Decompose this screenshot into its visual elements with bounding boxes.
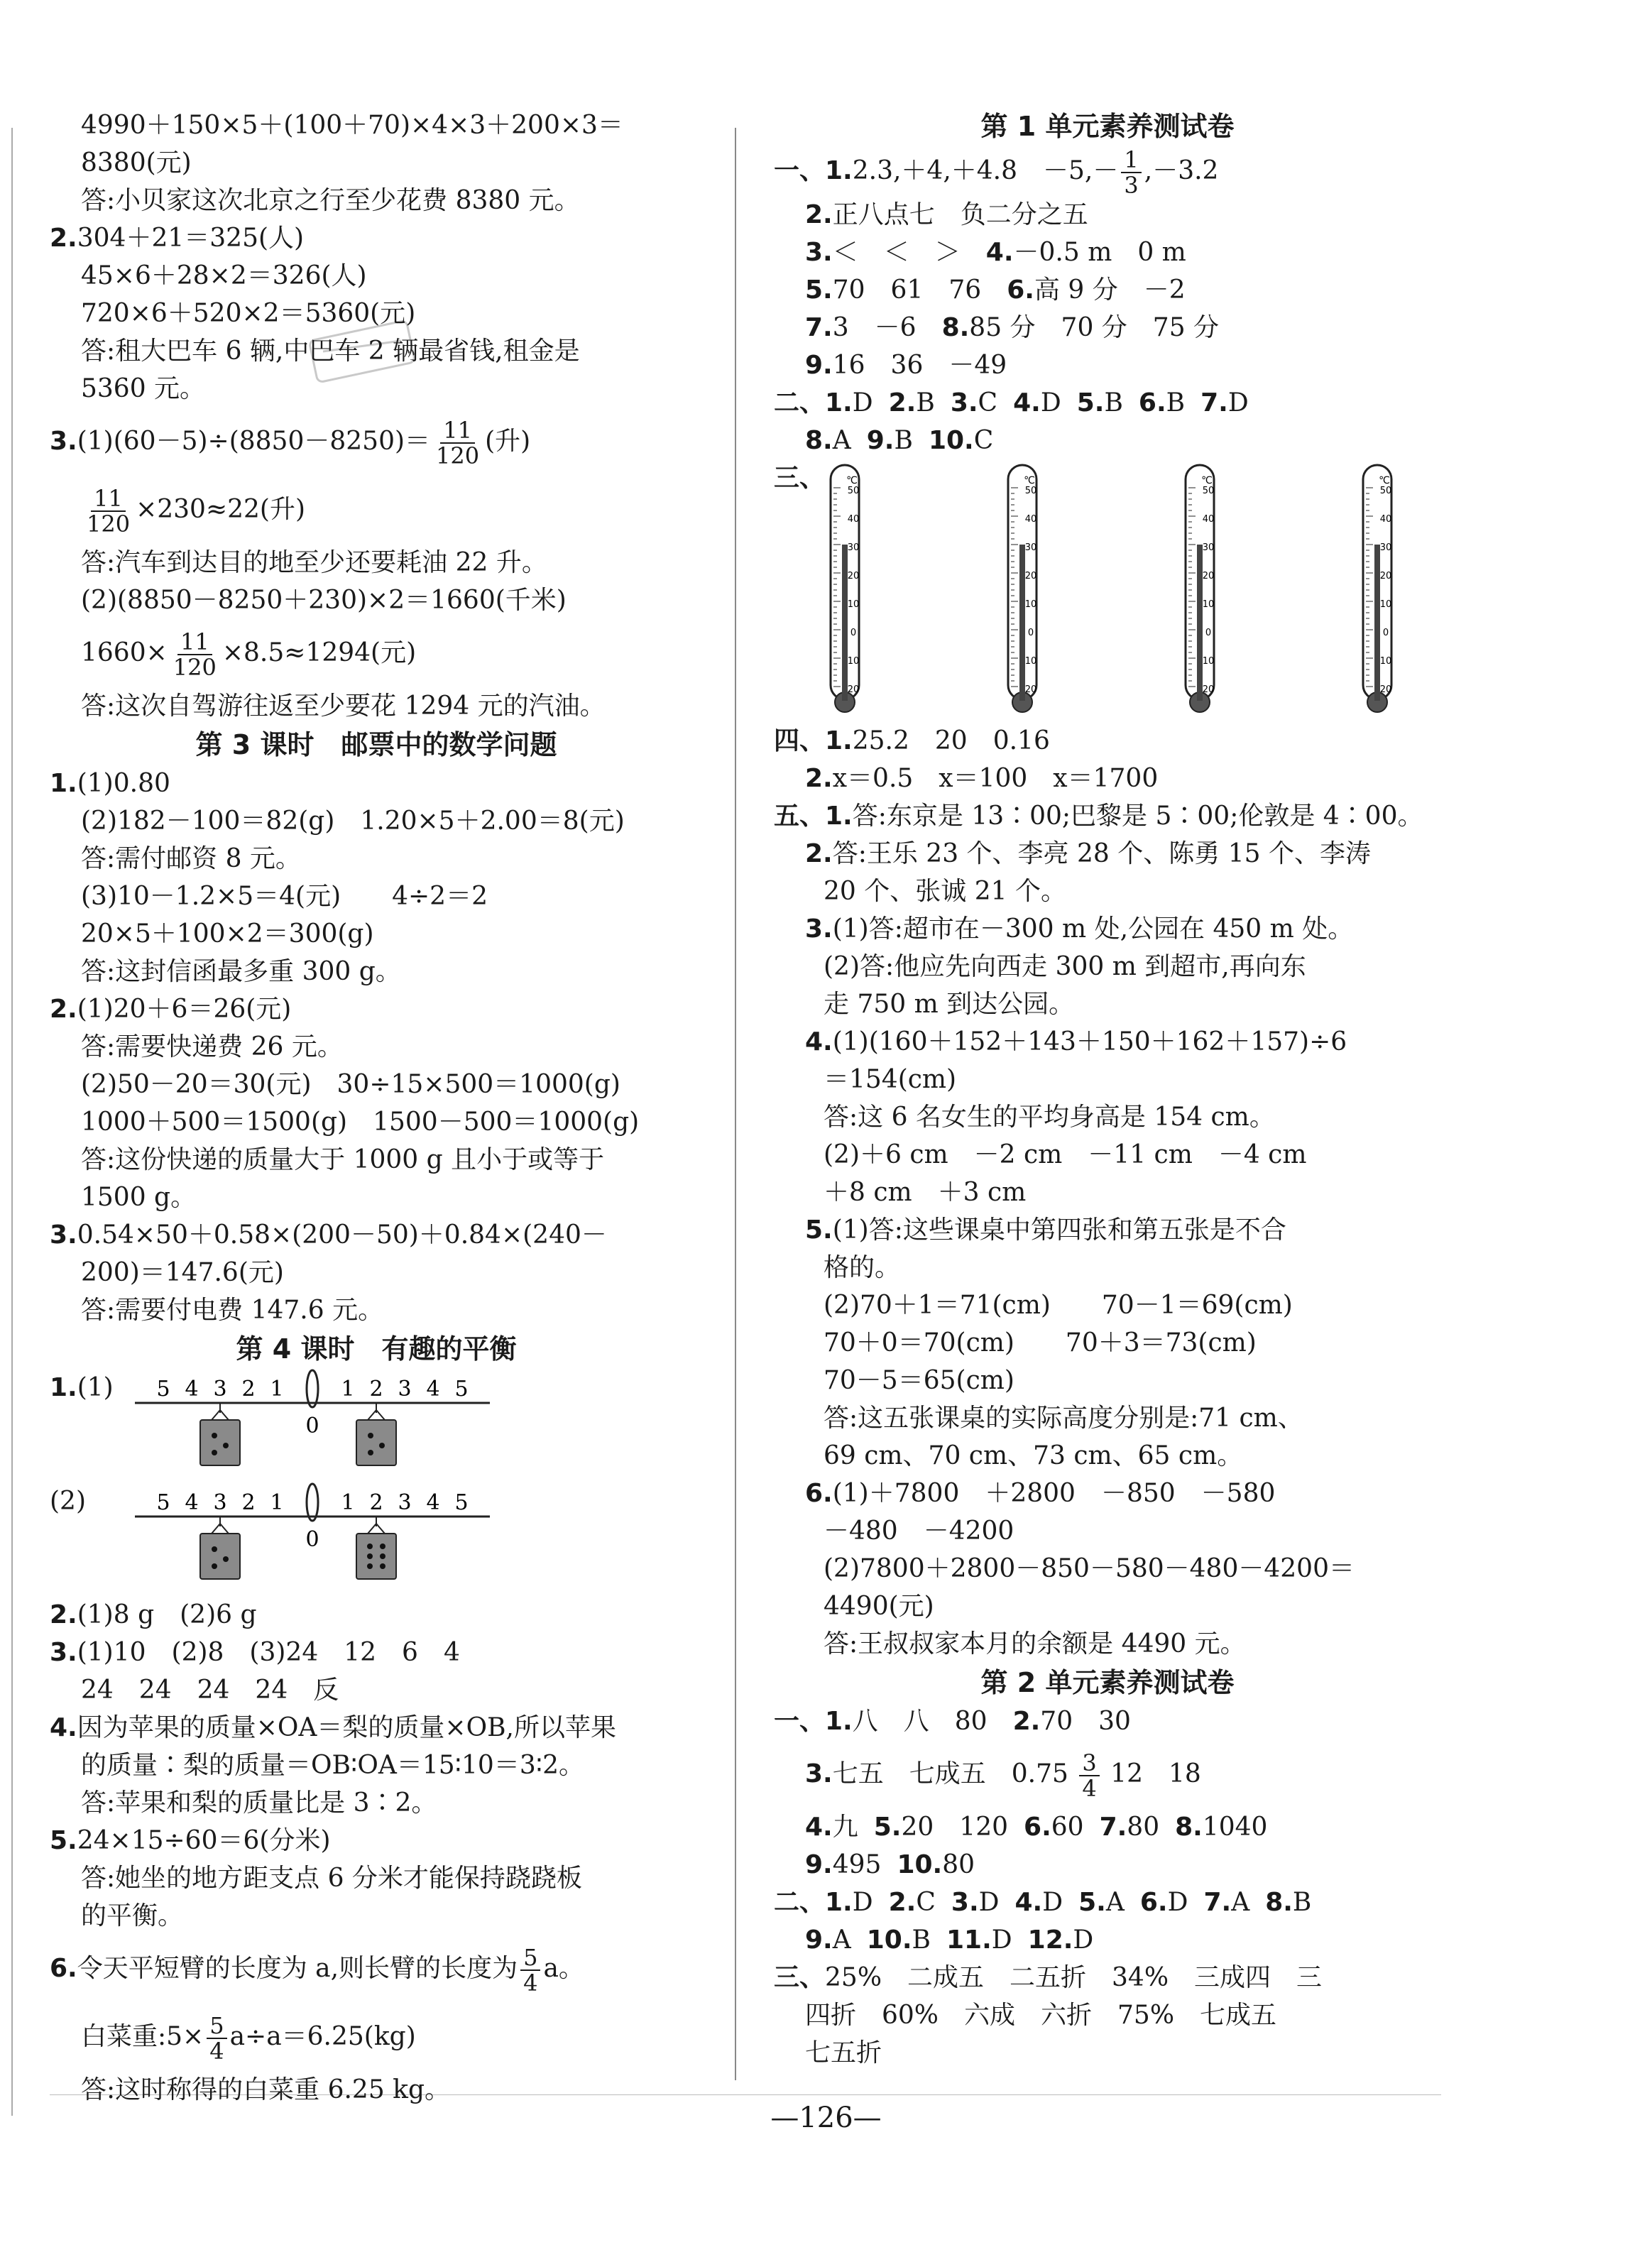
balance-figure-2: (2) 5 4 3 2 1 1 2 3 4 5 0	[50, 1482, 703, 1596]
answer-line: ＝154(cm)	[824, 1065, 957, 1094]
tick-label: 1	[341, 1377, 355, 1402]
answer-line: 1000＋500＝1500(g) 1500－500＝1000(g)	[81, 1108, 640, 1137]
tick-label: 10	[847, 599, 860, 610]
tick-label: 50	[847, 486, 860, 496]
question-number: 4.	[1014, 1888, 1043, 1917]
question-number: 2.	[50, 224, 77, 253]
question-number: 10.	[866, 1925, 912, 1955]
answer-line: 304＋21＝325(人)	[77, 224, 305, 253]
tick-label: 1	[341, 1490, 355, 1515]
question-number: 6.	[805, 1479, 833, 1508]
answer-line: 20 个、张诚 21 个。	[824, 877, 1066, 906]
choice-answers	[774, 384, 1441, 422]
question-number: 9.	[805, 1850, 833, 1879]
answer-line: $\frac{11}{120}$ ×230≈22(升)	[50, 476, 703, 544]
question-3: 3.(1)(60－5)÷(8850－8250)＝ $\frac{11}{120}$ (升)	[50, 417, 531, 469]
answer-line: 20×5＋100×2＝300(g)	[81, 919, 374, 949]
question-number: 9.	[866, 426, 895, 455]
tick-label: 30	[1024, 542, 1037, 553]
answer-line: 70＋0＝70(cm) 70＋3＝73(cm)	[824, 1328, 1257, 1357]
answer-line: 24 24 24 24 反	[81, 1676, 339, 1705]
tick-label: 2	[369, 1377, 383, 1402]
tick-label: 40	[1379, 514, 1392, 525]
answer-line: 答:需付邮资 8 元。	[81, 844, 301, 873]
question-number: 3.	[805, 914, 833, 944]
question-number: 4.	[805, 1027, 833, 1056]
question-number: 10.	[928, 426, 974, 455]
choice-answers	[774, 422, 1441, 459]
answer-line: 1500 g。	[81, 1183, 197, 1212]
question-number: 5.	[1078, 1888, 1106, 1917]
question-number: 12.	[1027, 1925, 1073, 1955]
question-number: 7.	[1099, 1813, 1127, 1842]
tick-label: 50	[1379, 486, 1392, 496]
question-number: 2.	[888, 388, 917, 417]
answer-line: 720×6＋520×2＝5360(元)	[81, 299, 416, 328]
question-number: 8.	[1265, 1888, 1293, 1917]
answer-value: D	[852, 1888, 873, 1917]
page-number: —126—	[770, 2102, 882, 2134]
answer-value: C	[978, 388, 998, 417]
question-number: 五、1.	[774, 802, 853, 831]
answer-value: 60	[1051, 1813, 1084, 1842]
tick-label: 3	[398, 1490, 412, 1515]
tick-label: 3	[213, 1490, 227, 1515]
question-number: 3.	[805, 238, 833, 267]
question-2	[50, 219, 703, 257]
tick-label: 20	[1024, 571, 1037, 581]
tick-label: 5	[454, 1377, 469, 1402]
tick-label: 0	[305, 1527, 319, 1552]
unit-label: ℃	[1201, 475, 1213, 486]
question-number: 1.	[50, 769, 77, 798]
answer-line: 4490(元)	[824, 1592, 934, 1621]
unit-label: ℃	[1379, 475, 1390, 486]
tick-label: 40	[1202, 514, 1215, 525]
question-number: 3.	[805, 1759, 833, 1788]
question-number: 4.	[50, 1713, 77, 1742]
left-column	[50, 106, 703, 2109]
question-number: 2.	[805, 200, 833, 229]
answer-value: D	[978, 1888, 1000, 1917]
tick-label: 2	[369, 1490, 383, 1515]
section-heading-unit-2-test: 第 2 单元素养测试卷	[980, 1667, 1235, 1698]
answer-line: ＋8 cm ＋3 cm	[824, 1178, 1027, 1207]
answer-value: A	[1105, 1888, 1125, 1917]
tick-label: 3	[398, 1377, 412, 1402]
question-number: 6.	[1138, 388, 1166, 417]
tick-label: 40	[1024, 514, 1037, 525]
fill-answers	[774, 1808, 1441, 1846]
question-number: 2.	[805, 839, 833, 868]
tick-label: 10	[1202, 599, 1215, 610]
question-number: 7.	[805, 313, 833, 342]
answer-value: B	[912, 1925, 931, 1955]
question-number: 9.	[805, 351, 833, 380]
answer-line: 四折 60% 六成 六折 75% 七成五	[805, 2001, 1277, 2030]
fraction: $\frac{5}{4}$	[207, 2014, 226, 2063]
question-number: 二、1.	[774, 388, 853, 417]
tick-label: 3	[213, 1377, 227, 1402]
answer-line: 答:小贝家这次北京之行至少花费 8380 元。	[81, 186, 580, 215]
answer-line: 的质量∶梨的质量＝OB∶OA＝15∶10＝3∶2。	[81, 1751, 585, 1780]
answer-line: (2)70＋1＝71(cm) 70－1＝69(cm)	[824, 1291, 1293, 1320]
unit-label: ℃	[1024, 475, 1035, 486]
answer-line: 200)＝147.6(元)	[81, 1258, 284, 1287]
answer-value: 九	[832, 1813, 858, 1842]
tick-label: 30	[1202, 542, 1215, 553]
question-number: 一、1.	[774, 1707, 853, 1736]
question-number: 10.	[897, 1850, 943, 1879]
answer-line: 白菜重:5× $\frac{5}{4}$ a÷a＝6.25(kg)	[81, 2012, 416, 2065]
weight-bag-icon	[356, 1403, 396, 1465]
answer-line: 0.54×50＋0.58×(200－50)＋0.84×(240－	[77, 1220, 607, 1250]
answer-line: 24×15÷60＝6(分米)	[77, 1826, 331, 1855]
answer-value: A	[832, 1925, 851, 1955]
thermometer-icon	[831, 465, 859, 712]
question-number: 2.	[50, 995, 77, 1024]
answer-line: (2)182－100＝82(g) 1.20×5＋2.00＝8(元)	[81, 807, 625, 836]
choice-answers	[774, 1884, 1441, 1921]
tick-label: 20	[1379, 571, 1392, 581]
question-number: 3.	[50, 427, 77, 456]
answer-line: 答:这五张课桌的实际高度分别是:71 cm、	[824, 1404, 1303, 1433]
answer-line: 答:需要快递费 26 元。	[81, 1032, 343, 1061]
answer-value: A	[1231, 1888, 1250, 1917]
tick-label: 30	[1379, 542, 1392, 553]
tick-label: 1	[270, 1377, 284, 1402]
answer-line: 8380(元)	[81, 148, 192, 177]
fraction: $\frac{3}{4}$	[1079, 1751, 1099, 1801]
answer-value: 1040	[1202, 1813, 1268, 1842]
left-margin-rule	[11, 128, 13, 2116]
answer-value: A	[832, 426, 851, 455]
question-number: 8.	[1175, 1813, 1203, 1842]
part-1-q3: 3.七五 七成五 0.75 $\frac{3}{4}$ 12 18	[805, 1749, 1201, 1802]
tick-label: 0	[1205, 628, 1212, 638]
answer-line: 答:这封信函最多重 300 g。	[81, 957, 401, 986]
answer-line: 答:这时称得的白菜重 6.25 kg。	[81, 2075, 451, 2104]
answer-line: (2)(8850－8250＋230)×2＝1660(千米)	[81, 586, 567, 615]
right-column: 第 1 单元素养测试卷 一、1.2.3,＋4,＋4.8 －5,－ $\frac{1}{3}$ ,－3.2 2.正八点七 负二分之五 3.＜ ＜ ＞ 4.－0.5 m 0 m 5.70 61 76 6.高 9 分 －2 7.3 －6 8.85 分 70 分 75 分 9.16 36 －49 二、1.D 2.B 3.C 4.D 5.B 6.B 7.D 8.A 9.B 10.C 三、 ℃ 50 40 30 20 10 0 10 20 ℃ 50 40 30 20 10 0 10 20 ℃ 50 40 30 20 10 0 10 20 ℃ 50 40 30 20 10 0 10 20 四、1.25.2 20 0.16 2.x＝0.5 x＝100 x＝1700 五、1.答:东京是 13∶00;巴黎是 5∶00;伦敦是 4∶00。 2.答:王乐 23 个、李亮 28 个、陈勇 15 个、李涛 20 个、张诚 21 个。 3.(1)答:超市在－300 m 处,公园在 450 m 处。 (2)答:他应先向西走 300 m 到超市,再向东 走 750 m 到达公园。 4.(1)(160＋152＋143＋150＋162＋157)÷6 ＝154(cm) 答:这 6 名女生的平均身高是 154 cm。 (2)＋6 cm －2 cm －11 cm －4 cm ＋8 cm ＋3 cm 5.(1)答:这些课桌中第四张和第五张是不合 格的。 (2)70＋1＝71(cm) 70－1＝69(cm) 70＋0＝70(cm) 70＋3＝73(cm) 70－5＝65(cm) 答:这五张课桌的实际高度分别是:71 cm、 69 cm、70 cm、73 cm、65 cm。 6.(1)＋7800 ＋2800 －850 －580 －480 －4200 (2)7800＋2800－850－580－480－4200＝ 4490(元) 答:王叔叔家本月的余额是 4490 元。 第 2 单元素养测试卷 一、1.八 八 80 2.70 30 3.七五 七成五 0.75 $\frac{3}{4}$ 12 18 4.九 5.20 120 6.60 7.80 8.1040 9.495 10.80 二、1.D 2.C 3.D 4.D 5.A 6.D 7.A 8.B 9.A 10.B 11.D 12.D 三、25% 二成五 二五折 34% 三成四 三 四折 60% 六成 六折 75% 七成五 七五折	[774, 106, 1441, 2072]
answer-value: 80	[942, 1850, 975, 1879]
question-number: 7.	[1200, 388, 1228, 417]
question-number: 5.	[805, 1215, 833, 1245]
tick-label: 0	[305, 1414, 319, 1438]
question-number: 11.	[946, 1925, 992, 1955]
tick-label: 50	[1024, 486, 1037, 496]
thermometer-icon	[1008, 465, 1036, 712]
answer-value: C	[973, 426, 994, 455]
thermometer-icon	[1186, 465, 1214, 712]
question-number: 3.	[50, 1220, 77, 1250]
answer-line: 走 750 m 到达公园。	[824, 990, 1075, 1019]
question-number: 7.	[1203, 1888, 1232, 1917]
answer-value: D	[1040, 388, 1061, 417]
answer-value: B	[916, 388, 935, 417]
tick-label: 20	[1024, 684, 1037, 695]
answer-line: (2)答:他应先向西走 300 m 到超市,再向东	[824, 952, 1306, 981]
balance-figure-1: 1.(1) 5 4 3 2 1 1 2 3 4 5 0	[50, 1369, 703, 1482]
answer-value: D	[1227, 388, 1249, 417]
question-number: 9.	[805, 1925, 833, 1955]
answer-line: 答:这次自驾游往返至少要花 1294 元的汽油。	[81, 692, 606, 721]
pivot-icon	[307, 1484, 318, 1521]
answer-value: 20 120	[901, 1813, 1009, 1842]
question-number: 四、1.	[774, 726, 853, 755]
answer-line: (1)10 (2)8 (3)24 12 6 4	[77, 1638, 460, 1667]
answer-line: 的平衡。	[81, 1901, 184, 1930]
fraction: $\frac{11}{120}$	[87, 485, 131, 537]
answer-value: D	[1167, 1888, 1188, 1917]
question-number: 5.	[805, 275, 833, 305]
answer-line: (2)7800＋2800－850－580－480－4200＝	[824, 1554, 1355, 1583]
answer-line: 答:需要付电费 147.6 元。	[81, 1296, 384, 1325]
answer-line: 答:苹果和梨的质量比是 3∶2。	[81, 1788, 437, 1818]
tick-label: 20	[847, 684, 860, 695]
answer-line: 4990＋150×5＋(100＋70)×4×3＋200×3＝	[81, 111, 623, 140]
tick-label: 4	[185, 1377, 199, 1402]
tick-label: 1	[270, 1490, 284, 1515]
question-number: 一、1.	[774, 156, 853, 185]
tick-label: 4	[185, 1490, 199, 1515]
answer-line: (1)8 g (2)6 g	[77, 1600, 257, 1629]
question-number: 2.	[888, 1888, 917, 1917]
answer-value: D	[852, 388, 873, 417]
answer-line: 1660× $\frac{11}{120}$ ×8.5≈1294(元)	[81, 628, 417, 681]
tick-label: 10	[1024, 656, 1037, 667]
answer-value: C	[916, 1888, 936, 1917]
choice-answers	[774, 1921, 1441, 1959]
thermometers-figure: 三、 ℃ 50 40 30 20 10 0 10 20 ℃ 50 40 30 20 10 0 10 20 ℃ 50 40 30 20 10 0 10 20 ℃ 50 40 30 20 10 0 10 20	[774, 459, 1441, 722]
answer-line: (3)10－1.2×5＝4(元) 4÷2＝2	[81, 882, 488, 911]
answer-line: (2)50－20＝30(元) 30÷15×500＝1000(g)	[81, 1070, 620, 1099]
thermometer-diagrams	[802, 459, 1441, 722]
tick-label: 5	[156, 1377, 170, 1402]
question-number: 3.	[951, 1888, 979, 1917]
tick-label: 10	[1024, 599, 1037, 610]
answer-value: B	[1166, 388, 1186, 417]
tick-label: 10	[847, 656, 860, 667]
tick-label: 10	[1379, 656, 1392, 667]
question-number: 2.	[805, 764, 833, 793]
weight-bag-icon	[200, 1517, 240, 1579]
answer-line: －480 －4200	[824, 1517, 1014, 1546]
answer-value: D	[1042, 1888, 1063, 1917]
answer-line: (1)0.80	[77, 769, 170, 798]
answer-value: 80	[1127, 1813, 1160, 1842]
answer-value: B	[1292, 1888, 1312, 1917]
section-heading-lesson-3: 第 3 课时 邮票中的数学问题	[195, 729, 557, 760]
answer-value: D	[991, 1925, 1012, 1955]
tick-label: 2	[241, 1490, 256, 1515]
question-number: 5.	[1076, 388, 1105, 417]
question-number: 4.	[805, 1813, 833, 1842]
question-number: 5.	[50, 1826, 77, 1855]
answer-line: 69 cm、70 cm、73 cm、65 cm。	[824, 1441, 1243, 1470]
answer-line: (2)＋6 cm －2 cm －11 cm －4 cm	[824, 1140, 1307, 1169]
question-number: 2.	[50, 1600, 77, 1629]
tick-label: 0	[1382, 628, 1389, 638]
question-number: 二、1.	[774, 1888, 853, 1917]
answer-line: 答:王叔叔家本月的余额是 4490 元。	[824, 1629, 1246, 1659]
weight-bag-icon	[356, 1517, 396, 1579]
question-6: 6.令天平短臂的长度为 a,则长臂的长度为 $\frac{5}{4}$ a。	[50, 1944, 584, 1996]
pivot-icon	[307, 1370, 318, 1407]
tick-label: 50	[1202, 486, 1215, 496]
tick-label: 10	[1379, 599, 1392, 610]
answer-line: 45×6＋28×2＝326(人)	[81, 261, 367, 290]
tick-label: 5	[454, 1490, 469, 1515]
section-heading-unit-1-test: 第 1 单元素养测试卷	[980, 111, 1235, 142]
answer-line: 70－5＝65(cm)	[824, 1366, 1014, 1395]
tick-label: 4	[426, 1490, 440, 1515]
answer-value: B	[1104, 388, 1123, 417]
tick-label: 2	[241, 1377, 256, 1402]
tick-label: 0	[1027, 628, 1034, 638]
answer-line: (1)20＋6＝26(元)	[77, 995, 292, 1024]
question-number: 3.	[50, 1638, 77, 1667]
fill-answers	[774, 1846, 1441, 1884]
answer-line: 七五折	[805, 2038, 882, 2067]
answer-line: 答:租大巴车 6 辆,中巴车 2 辆最省钱,租金是	[81, 337, 580, 366]
question-number: 5.	[873, 1813, 902, 1842]
unit-label: ℃	[846, 475, 858, 486]
tick-label: 40	[847, 514, 860, 525]
answer-line: 5360 元。	[81, 374, 206, 403]
answer-line: 答:她坐的地方距支点 6 分米才能保持跷跷板	[81, 1864, 582, 1893]
answer-value: 495	[832, 1850, 882, 1879]
answer-value: B	[894, 426, 913, 455]
question-number: 3.	[950, 388, 978, 417]
question-number: 6.	[1139, 1888, 1168, 1917]
thermometer-icon	[1363, 465, 1391, 712]
answer-line: 因为苹果的质量×OA＝梨的质量×OB,所以苹果	[77, 1713, 616, 1742]
question-number: 6.	[1024, 1813, 1051, 1842]
fraction: $\frac{11}{120}$	[436, 417, 480, 469]
fraction: $\frac{1}{3}$	[1121, 148, 1141, 197]
fraction: $\frac{11}{120}$	[173, 628, 217, 681]
answer-value: D	[1073, 1925, 1094, 1955]
balance-beam-diagram	[135, 1482, 589, 1596]
tick-label: 20	[1379, 684, 1392, 695]
question-number: 4.	[1013, 388, 1041, 417]
answer-line: 答:这 6 名女生的平均身高是 154 cm。	[824, 1103, 1275, 1132]
answer-line: 正八点七 负二分之五	[832, 200, 1088, 229]
answer-line: 答:汽车到达目的地至少还要耗油 22 升。	[81, 548, 547, 577]
section-heading-lesson-4: 第 4 课时 有趣的平衡	[236, 1333, 517, 1365]
tick-label: 20	[1202, 684, 1215, 695]
tick-label: 0	[850, 628, 857, 638]
fraction: $\frac{5}{4}$	[520, 1945, 540, 1995]
weight-bag-icon	[200, 1403, 240, 1465]
question-number: 8.	[805, 426, 833, 455]
column-divider	[735, 128, 736, 2080]
tick-label: 20	[847, 571, 860, 581]
tick-label: 30	[847, 542, 860, 553]
question-number: 6.	[50, 1954, 77, 1983]
answer-line: 答:这份快递的质量大于 1000 g 且小于或等于	[81, 1145, 605, 1174]
tick-label: 5	[156, 1490, 170, 1515]
balance-beam-diagram	[135, 1369, 589, 1482]
tick-label: 20	[1202, 571, 1215, 581]
tick-label: 4	[426, 1377, 440, 1402]
part-1-q1: 一、1.2.3,＋4,＋4.8 －5,－ $\frac{1}{3}$ ,－3.2	[774, 146, 1219, 199]
question-number: 三、	[774, 1963, 826, 1992]
answer-line: 格的。	[824, 1253, 901, 1282]
tick-label: 10	[1202, 656, 1215, 667]
